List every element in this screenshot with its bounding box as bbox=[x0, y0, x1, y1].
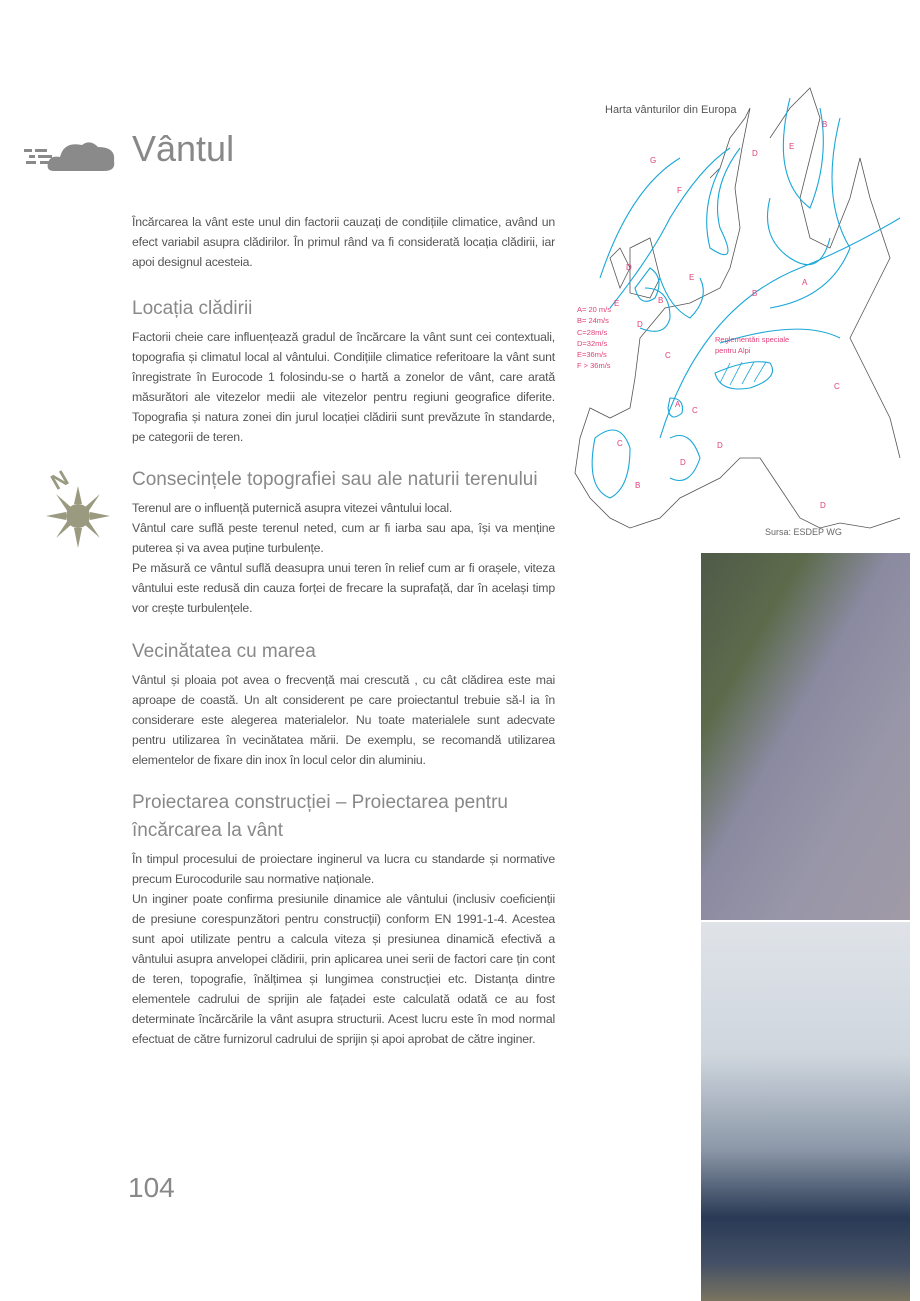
section-design bbox=[132, 789, 555, 1049]
paragraph: Vântul care suflă peste terenul neted, cum ar fi iarba sau apa, își va menține puterea și va avea puține turbulențe. bbox=[132, 521, 555, 555]
paragraph: În timpul procesului de proiectare inginerul va lucra cu standarde și normative precum Eurocodurile sau normative naționale. bbox=[132, 852, 555, 886]
legend-item: B= 24m/s bbox=[577, 316, 609, 326]
zone-label: D bbox=[637, 320, 643, 329]
page-number: 104 bbox=[128, 1172, 175, 1203]
zone-label: B bbox=[822, 120, 828, 129]
section-heading: Locația clădirii bbox=[132, 298, 253, 319]
zone-label: D bbox=[752, 149, 758, 158]
zone-label: B bbox=[658, 296, 664, 305]
paragraph: Vântul și ploaia pot avea o frecvență mai crescută , cu cât clădirea este mai aproape de coastă. Un alt considerent pe care proiectantul trebuie să-l ia în considerare este alegerea materialelor. Nu toate materialele sunt adecvate pentru utilizarea în vecinătatea mării. De exemplu, se recomandă utilizarea elementelor de fixare din inox în locul celor din aluminiu. bbox=[132, 673, 555, 767]
europe-wind-map bbox=[570, 78, 912, 548]
legend-item: E=36m/s bbox=[577, 350, 607, 360]
zone-label: C bbox=[692, 406, 698, 415]
legend-item: F > 36m/s bbox=[577, 361, 611, 371]
section-heading: Consecințele topografiei sau ale naturii terenului bbox=[132, 469, 538, 490]
section-sea bbox=[132, 638, 555, 770]
zone-label: C bbox=[665, 351, 671, 360]
zone-label: D bbox=[626, 263, 632, 272]
legend-item: D=32m/s bbox=[577, 338, 608, 348]
section-heading: Vecinătatea cu marea bbox=[132, 641, 316, 662]
zone-label: E bbox=[689, 273, 695, 282]
legend-item: A= 20 m/s bbox=[577, 305, 611, 314]
svg-text:N: N bbox=[46, 466, 73, 495]
zone-label: A bbox=[675, 400, 681, 409]
paragraph: Factorii cheie care influențează gradul de încărcare la vânt sunt cei contextuali, topografia și climatul local al vântului. Condițiile climatice referitoare la vânt sunt înregistrate în Eurocode 1 folosindu-se o hartă a zonelor de vânt, care arată măsurători ale vitezelor medii ale vitezelor pentru regiuni geografice diferite. Topografia și natura zonei din jurul locației clădirii sunt prevăzute în standarde, pe categorii de teren. bbox=[132, 330, 555, 444]
map-source: Sursa: ESDEP WG bbox=[765, 527, 842, 537]
intro-text bbox=[132, 212, 555, 272]
zone-label: B bbox=[635, 481, 641, 490]
zone-label: D bbox=[717, 441, 723, 450]
zone-label: C bbox=[834, 382, 840, 391]
section-heading: Proiectarea construcției – Proiectarea pentru încărcarea la vânt bbox=[132, 792, 508, 841]
zone-label: E bbox=[614, 299, 620, 308]
zone-label: F bbox=[677, 186, 682, 195]
alps-note-line: Reglementări speciale bbox=[715, 335, 790, 344]
paragraph: Pe măsură ce vântul suflă deasupra unui teren în relief cum ar fi orașele, viteza vântului este redusă din cauza forței de frecare la suprafață, dar în același timp vor crește turbulențele. bbox=[132, 561, 555, 615]
zone-label: A bbox=[802, 278, 808, 287]
legend-item: C=28m/s bbox=[577, 327, 608, 337]
intro-paragraph: Încărcarea la vânt este unul din factorii cauzați de condițiile climatice, având un efect variabil asupra clădirilor. În primul rând va fi considerată locația clădirii, iar apoi designul acesteia. bbox=[132, 215, 555, 269]
paragraph: Terenul are o influență puternică asupra vitezei vântului local. bbox=[132, 501, 453, 515]
zone-label: D bbox=[680, 458, 686, 467]
section-topography bbox=[132, 466, 555, 618]
section-location bbox=[132, 295, 555, 447]
paragraph: Un inginer poate confirma presiunile dinamice ale vântului (inclusiv coeficienții de presiune corespunzători pentru construcții) conform EN 1991-1-4. Acestea sunt apoi utilizate pentru a calcula viteza și presiunea dinamică efectivă a vântului asupra anvelopei clădirii, prin aplicarea unei serii de factori care țin cont de teren, topografie, înălțimea și lungimea construcției etc. Distanța dintre elementele cadrului de sprijin ale fațadei este calculată odată ce au fost determinate încărcările la vânt asupra structurii. Acest lucru este în mod normal efectuat de către furnizorul cadrului de sprijin și apoi aprobat de către inginer. bbox=[132, 892, 555, 1046]
zone-label: C bbox=[617, 439, 623, 448]
satellite-photo-clouds bbox=[701, 922, 910, 1301]
zone-label: B bbox=[752, 289, 758, 298]
zone-label: E bbox=[789, 142, 795, 151]
alps-note bbox=[715, 334, 789, 356]
map-legend bbox=[577, 304, 611, 372]
wind-cloud-icon bbox=[24, 135, 119, 180]
aerial-photo-city bbox=[701, 553, 910, 920]
zone-label: D bbox=[820, 501, 826, 510]
alps-note-line: pentru Alpi bbox=[715, 346, 751, 355]
zone-label: G bbox=[650, 156, 657, 165]
map-title: Harta vânturilor din Europa bbox=[605, 104, 737, 116]
page-title: Vântul bbox=[132, 128, 235, 169]
compass-icon bbox=[44, 466, 114, 556]
